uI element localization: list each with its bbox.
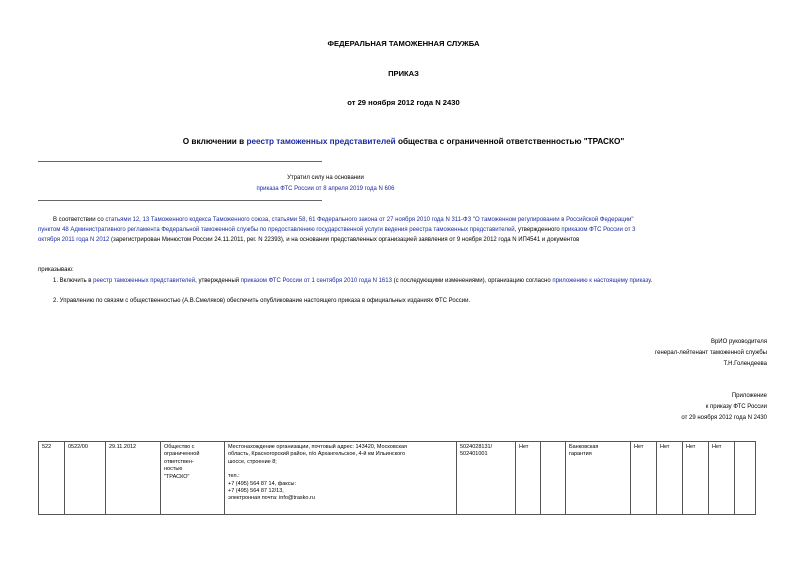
guarantee-line: гарантия xyxy=(569,451,592,458)
preamble-line-1 xyxy=(53,215,769,225)
cell-date: 29.11.2012 xyxy=(106,442,161,515)
preamble-text: , утвержденного xyxy=(514,227,562,233)
doc-date-heading: от 29 ноября 2012 года N 2430 xyxy=(347,98,460,107)
title-text-before: О включении в xyxy=(182,137,247,146)
cell-flag-2: Нет xyxy=(631,442,657,515)
cell-flag-3: Нет xyxy=(657,442,683,515)
registry-link-title[interactable]: реестр таможенных представителей xyxy=(246,137,396,146)
address-line: область, Красногорский район, п/о Архангельское, 4-й км Ильинского xyxy=(228,451,406,458)
guarantee-line: Банковская xyxy=(569,444,599,450)
kpp-line: 502401001 xyxy=(460,451,488,458)
cell-flag-4: Нет xyxy=(683,442,709,515)
doc-type-heading: ПРИКАЗ xyxy=(388,69,419,78)
registry-table xyxy=(38,441,756,515)
fts-order-date-link[interactable]: октября 2011 года N 2012 xyxy=(38,237,110,243)
phone-line: +7 (495) 564 87 12/13, xyxy=(228,488,284,495)
cell-empty-2 xyxy=(735,442,756,515)
appendix-title: Приложение xyxy=(731,393,767,399)
order-text: 1. Включить в xyxy=(53,278,94,284)
org-line: ностью xyxy=(164,466,183,473)
org-line: ограниченной xyxy=(164,451,200,458)
document-title xyxy=(0,137,807,146)
divider-bottom xyxy=(38,200,322,201)
lost-force-label: Утратил силу на основании xyxy=(287,175,364,181)
cell-flag-1: Нет xyxy=(516,442,541,515)
cell-inn-kpp xyxy=(457,442,516,515)
signature-name: Т.Н.Голендеева xyxy=(723,361,767,367)
cell-flag-5: Нет xyxy=(709,442,735,515)
order-text: (с последующими изменениями), организацию согласно xyxy=(391,278,553,284)
address-line: Местонахождение организации, почтовый адрес: 143420, Московская xyxy=(228,444,408,450)
signature-rank: генерал-лейтенант таможенной службы xyxy=(655,350,767,356)
appendix-link[interactable]: приложению к настоящему приказу xyxy=(552,278,651,284)
cell-address xyxy=(225,442,457,515)
order-word: приказываю: xyxy=(38,267,74,273)
registry-link-order[interactable]: реестр таможенных представителей xyxy=(93,278,196,284)
federal-law-link[interactable]: статьями 58, 61 Федерального закона от 27 ноября 2010 года N 311-ФЗ "О таможенном регулировании в Российской Федерации" xyxy=(271,217,634,223)
fts-order-link[interactable]: приказом ФТС России от 3 xyxy=(561,227,636,233)
order-item-2: 2. Управлению по связям с общественностью (А.В.Смеляков) обеспечить опубликование настоящего приказа в официальных изданиях ФТС России. xyxy=(53,298,471,304)
cell-guarantee xyxy=(566,442,631,515)
title-text-after: общества с ограниченной ответственностью "ТРАСКО" xyxy=(395,137,625,146)
lost-force-link[interactable]: приказа ФТС России от 8 апреля 2019 года N 606 xyxy=(256,186,395,192)
admin-regulation-link[interactable]: пунктом 48 Административного регламента Федеральной таможенной службы по предоставлению государственной услуги ведения реестра таможенных представителей xyxy=(38,227,515,233)
phone-label: тел.: xyxy=(228,473,240,480)
org-line: "ТРАСКО" xyxy=(164,473,190,480)
email-line: электронная почта: info@trasko.ru xyxy=(228,495,315,502)
preamble-line-2 xyxy=(38,225,769,235)
address-line: шоссе, строение 8; xyxy=(228,458,277,465)
customs-code-link[interactable]: статьями 12, 13 Таможенного кодекса Таможенного союза xyxy=(105,217,269,223)
cell-number: 522 xyxy=(39,442,65,515)
divider-top xyxy=(38,161,322,162)
appendix-ref: к приказу ФТС России xyxy=(705,404,767,410)
signature-block xyxy=(655,337,767,370)
order-1613-link[interactable]: приказом ФТС России от 1 сентября 2010 года N 1613 xyxy=(240,278,392,284)
preamble-text: В соответствии со xyxy=(53,217,106,223)
phone-line: +7 (495) 564 87 14, факсы: xyxy=(228,480,296,487)
appendix-date: от 29 ноября 2012 года N 2430 xyxy=(681,415,767,421)
inn-line: 5024028131/ xyxy=(460,444,493,450)
agency-heading: ФЕДЕРАЛЬНАЯ ТАМОЖЕННАЯ СЛУЖБА xyxy=(327,39,480,48)
org-line: Общество с xyxy=(164,444,195,450)
order-text: , утвержденный xyxy=(195,278,241,284)
preamble-text: (зарегистрирован Минюстом России 24.11.2011, рег. N 22393), и на основании представленных организацией заявления от 9 ноября 2012 года N ИП4541 и документов xyxy=(109,237,580,243)
cell-organization xyxy=(161,442,225,515)
order-item-1 xyxy=(53,276,769,286)
order-text: . xyxy=(650,278,653,284)
org-line: ответствен- xyxy=(164,458,194,465)
preamble-text: , xyxy=(268,217,272,223)
cell-empty-1 xyxy=(541,442,566,515)
preamble-line-3 xyxy=(38,235,769,245)
table-row xyxy=(39,442,756,515)
signature-position: ВрИО руководителя xyxy=(710,339,767,345)
cell-reg-no: 0522/00 xyxy=(65,442,106,515)
lost-force-line xyxy=(38,186,613,192)
appendix-block xyxy=(681,391,767,424)
